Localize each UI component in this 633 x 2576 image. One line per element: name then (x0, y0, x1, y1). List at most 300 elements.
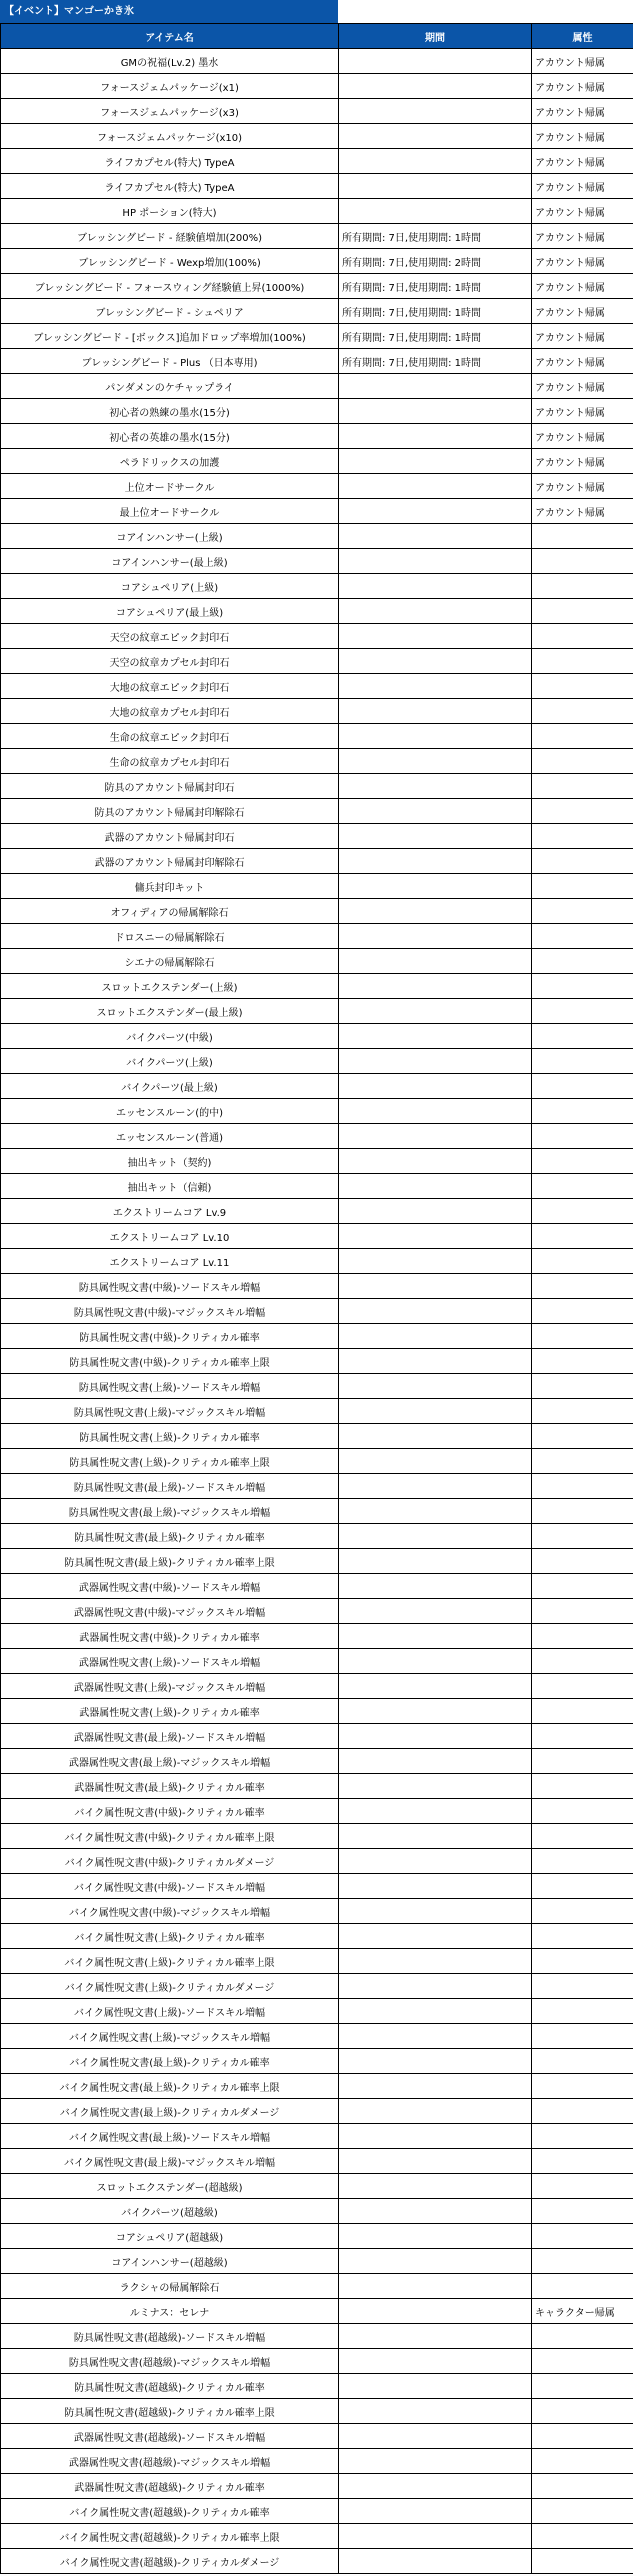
table-row (1, 1249, 633, 1274)
item-name-cell: ブレッシングビード - [ボックス]追加ドロップ率増加(100%) (1, 324, 339, 349)
item-name-cell: エクストリームコア Lv.11 (1, 1249, 339, 1274)
table-row (1, 2149, 633, 2174)
period-cell (339, 1224, 532, 1249)
table-row (1, 774, 633, 799)
period-cell (339, 199, 532, 224)
period-cell (339, 2199, 532, 2224)
attribute-cell (532, 2449, 633, 2474)
item-name-cell: バイク属性呪文書(最上級)-クリティカル確率 (1, 2049, 339, 2074)
attribute-cell (532, 1474, 633, 1499)
item-name-cell: 初心者の英雄の墨水(15分) (1, 424, 339, 449)
attribute-cell (532, 699, 633, 724)
period-cell: 所有期間: 7日,使用期間: 1時間 (339, 324, 532, 349)
item-name-cell: 防具属性呪文書(上級)-クリティカル確率 (1, 1424, 339, 1449)
attribute-cell (532, 999, 633, 1024)
item-name-cell: フォースジェムパッケージ(x10) (1, 124, 339, 149)
period-cell (339, 2149, 532, 2174)
attribute-cell (532, 524, 633, 549)
item-name-cell: GMの祝福(Lv.2) 墨水 (1, 49, 339, 74)
period-cell (339, 1049, 532, 1074)
attribute-cell (532, 1174, 633, 1199)
table-row (1, 824, 633, 849)
table-row (1, 1499, 633, 1524)
period-cell (339, 399, 532, 424)
period-cell (339, 1299, 532, 1324)
item-name-cell: 防具属性呪文書(最上級)-ソードスキル増幅 (1, 1474, 339, 1499)
attribute-cell (532, 1549, 633, 1574)
item-name-cell: ブレッシングビード - Plus （日本専用) (1, 349, 339, 374)
attribute-cell (532, 1649, 633, 1674)
period-cell (339, 974, 532, 999)
item-name-cell: バイクパーツ(上級) (1, 1049, 339, 1074)
period-cell (339, 1774, 532, 1799)
table-row (1, 849, 633, 874)
attribute-cell (532, 1924, 633, 1949)
table-row (1, 1749, 633, 1774)
table-row (1, 1349, 633, 1374)
attribute-cell (532, 849, 633, 874)
attribute-cell (532, 949, 633, 974)
period-cell (339, 549, 532, 574)
period-cell (339, 424, 532, 449)
attribute-cell (532, 874, 633, 899)
table-row (1, 1974, 633, 1999)
attribute-cell (532, 1024, 633, 1049)
table-row (1, 1399, 633, 1424)
table-row (1, 1199, 633, 1224)
period-cell (339, 1249, 532, 1274)
attribute-cell: アカウント帰属 (532, 474, 633, 499)
attribute-cell (532, 1424, 633, 1449)
attribute-cell: アカウント帰属 (532, 174, 633, 199)
attribute-cell (532, 1799, 633, 1824)
item-name-cell: バイク属性呪文書(上級)-クリティカルダメージ (1, 1974, 339, 1999)
item-name-cell: エクストリームコア Lv.10 (1, 1224, 339, 1249)
attribute-cell: アカウント帰属 (532, 349, 633, 374)
item-name-cell: 武器属性呪文書(中級)-ソードスキル増幅 (1, 1574, 339, 1599)
period-cell (339, 1124, 532, 1149)
table-row (1, 424, 633, 449)
attribute-cell (532, 2499, 633, 2524)
item-name-cell: 防具属性呪文書(中級)-クリティカル確率上限 (1, 1349, 339, 1374)
table-row (1, 149, 633, 174)
table-row (1, 749, 633, 774)
attribute-cell (532, 549, 633, 574)
attribute-cell: アカウント帰属 (532, 399, 633, 424)
item-name-cell: コアシュペリア(最上級) (1, 599, 339, 624)
attribute-cell (532, 1224, 633, 1249)
period-cell (339, 1149, 532, 1174)
period-cell: 所有期間: 7日,使用期間: 1時間 (339, 299, 532, 324)
attribute-cell: アカウント帰属 (532, 124, 633, 149)
period-cell (339, 1024, 532, 1049)
item-name-cell: 抽出キット（契約) (1, 1149, 339, 1174)
item-name-cell: フォースジェムパッケージ(x1) (1, 74, 339, 99)
table-row (1, 2324, 633, 2349)
period-cell (339, 749, 532, 774)
attribute-cell (532, 2149, 633, 2174)
table-row (1, 74, 633, 99)
attribute-cell (532, 2074, 633, 2099)
item-name-cell: バイク属性呪文書(超越級)-クリティカル確率 (1, 2499, 339, 2524)
item-name-cell: 抽出キット（信頼) (1, 1174, 339, 1199)
attribute-cell: アカウント帰属 (532, 249, 633, 274)
period-cell (339, 449, 532, 474)
period-cell (339, 1399, 532, 1424)
table-row (1, 1024, 633, 1049)
period-cell: 所有期間: 7日,使用期間: 1時間 (339, 349, 532, 374)
item-name-cell: バイク属性呪文書(中級)-クリティカル確率上限 (1, 1824, 339, 1849)
table-row (1, 1874, 633, 1899)
attribute-cell (532, 2199, 633, 2224)
item-name-cell: 最上位オードサークル (1, 499, 339, 524)
table-row (1, 2449, 633, 2474)
table-row (1, 799, 633, 824)
table-row (1, 1274, 633, 1299)
item-name-cell: 防具属性呪文書(最上級)-クリティカル確率上限 (1, 1549, 339, 1574)
item-name-cell: 武器属性呪文書(上級)-マジックスキル増幅 (1, 1674, 339, 1699)
table-row (1, 549, 633, 574)
attribute-cell (532, 1674, 633, 1699)
table-row (1, 899, 633, 924)
table-row (1, 349, 633, 374)
attribute-cell (532, 1949, 633, 1974)
attribute-cell (532, 799, 633, 824)
period-cell (339, 2374, 532, 2399)
period-cell (339, 1424, 532, 1449)
period-cell (339, 849, 532, 874)
table-row (1, 1324, 633, 1349)
table-row (1, 924, 633, 949)
attribute-cell (532, 2374, 633, 2399)
period-cell (339, 699, 532, 724)
item-name-cell: 大地の紋章カプセル封印石 (1, 699, 339, 724)
item-name-cell: 生命の紋章エピック封印石 (1, 724, 339, 749)
item-name-cell: 武器属性呪文書(中級)-クリティカル確率 (1, 1624, 339, 1649)
attribute-cell: アカウント帰属 (532, 74, 633, 99)
table-row (1, 2024, 633, 2049)
table-row (1, 949, 633, 974)
table-row (1, 1924, 633, 1949)
attribute-cell (532, 974, 633, 999)
attribute-cell: アカウント帰属 (532, 199, 633, 224)
table-row (1, 1799, 633, 1824)
item-name-cell: 武器属性呪文書(最上級)-マジックスキル増幅 (1, 1749, 339, 1774)
item-name-cell: シエナの帰属解除石 (1, 949, 339, 974)
attribute-cell (532, 1899, 633, 1924)
item-name-cell: コアインハンサー(最上級) (1, 549, 339, 574)
period-cell (339, 2549, 532, 2574)
period-cell (339, 674, 532, 699)
item-name-cell: バイク属性呪文書(中級)-クリティカル確率 (1, 1799, 339, 1824)
period-cell (339, 1274, 532, 1299)
period-cell (339, 774, 532, 799)
item-name-cell: エクストリームコア Lv.9 (1, 1199, 339, 1224)
table-row (1, 1724, 633, 1749)
item-name-cell: 武器のアカウント帰属封印石 (1, 824, 339, 849)
table-row (1, 2274, 633, 2299)
period-cell (339, 924, 532, 949)
table-row (1, 1599, 633, 1624)
period-cell (339, 1924, 532, 1949)
attribute-cell (532, 1724, 633, 1749)
table-row (1, 2074, 633, 2099)
table-row (1, 499, 633, 524)
item-name-cell: バイク属性呪文書(最上級)-ソードスキル増幅 (1, 2124, 339, 2149)
table-row (1, 874, 633, 899)
item-name-cell: 武器属性呪文書(最上級)-ソードスキル増幅 (1, 1724, 339, 1749)
table-row (1, 274, 633, 299)
item-name-cell: バイク属性呪文書(上級)-マジックスキル増幅 (1, 2024, 339, 2049)
period-cell (339, 824, 532, 849)
item-name-cell: バイク属性呪文書(最上級)-マジックスキル増幅 (1, 2149, 339, 2174)
item-name-cell: 防具のアカウント帰属封印石 (1, 774, 339, 799)
table-row (1, 474, 633, 499)
period-cell (339, 1799, 532, 1824)
attribute-cell (532, 2549, 633, 2574)
period-cell (339, 1074, 532, 1099)
period-cell (339, 899, 532, 924)
table-row (1, 974, 633, 999)
item-name-cell: 防具属性呪文書(中級)-クリティカル確率 (1, 1324, 339, 1349)
period-cell (339, 2399, 532, 2424)
table-row (1, 2249, 633, 2274)
period-cell (339, 1574, 532, 1599)
item-name-cell: バイク属性呪文書(最上級)-クリティカル確率上限 (1, 2074, 339, 2099)
period-cell (339, 949, 532, 974)
attribute-cell (532, 1774, 633, 1799)
attribute-cell (532, 1874, 633, 1899)
attribute-cell (532, 2474, 633, 2499)
period-cell (339, 1974, 532, 1999)
period-cell (339, 1549, 532, 1574)
attribute-cell (532, 1749, 633, 1774)
table-row (1, 174, 633, 199)
attribute-cell (532, 674, 633, 699)
attribute-cell (532, 1449, 633, 1474)
period-cell (339, 2474, 532, 2499)
period-cell (339, 2274, 532, 2299)
attribute-cell (532, 1699, 633, 1724)
period-cell (339, 624, 532, 649)
table-row (1, 599, 633, 624)
attribute-cell: アカウント帰属 (532, 274, 633, 299)
period-cell (339, 99, 532, 124)
attribute-cell (532, 624, 633, 649)
period-cell (339, 1874, 532, 1899)
attribute-cell (532, 1099, 633, 1124)
item-name-cell: スロットエクステンダー(上級) (1, 974, 339, 999)
table-row (1, 399, 633, 424)
item-name-cell: スロットエクステンダー(超越級) (1, 2174, 339, 2199)
period-cell (339, 1899, 532, 1924)
table-row (1, 1224, 633, 1249)
period-cell (339, 1724, 532, 1749)
attribute-cell (532, 2224, 633, 2249)
attribute-cell: アカウント帰属 (532, 49, 633, 74)
period-cell (339, 1199, 532, 1224)
item-name-cell: バイク属性呪文書(最上級)-クリティカルダメージ (1, 2099, 339, 2124)
table-row (1, 1049, 633, 1074)
item-name-cell: コアインハンサー(超越級) (1, 2249, 339, 2274)
attribute-cell: アカウント帰属 (532, 424, 633, 449)
item-name-cell: 防具属性呪文書(中級)-ソードスキル増幅 (1, 1274, 339, 1299)
period-cell (339, 474, 532, 499)
attribute-cell (532, 1374, 633, 1399)
attribute-cell (532, 2249, 633, 2274)
period-cell (339, 2424, 532, 2449)
table-row (1, 2099, 633, 2124)
attribute-cell (532, 2424, 633, 2449)
attribute-cell (532, 2324, 633, 2349)
period-cell (339, 124, 532, 149)
period-cell (339, 1649, 532, 1674)
item-name-cell: ブレッシングビード - シュペリア (1, 299, 339, 324)
table-row (1, 99, 633, 124)
event-title: 【イベント】マンゴーかき氷 (0, 0, 338, 23)
period-cell (339, 1949, 532, 1974)
period-cell (339, 1699, 532, 1724)
item-name-cell: 武器のアカウント帰属封印解除石 (1, 849, 339, 874)
table-row (1, 1099, 633, 1124)
period-cell (339, 2124, 532, 2149)
period-cell: 所有期間: 7日,使用期間: 2時間 (339, 249, 532, 274)
period-cell (339, 1449, 532, 1474)
item-name-cell: バイク属性呪文書(超越級)-クリティカルダメージ (1, 2549, 339, 2574)
item-name-cell: 防具属性呪文書(上級)-ソードスキル増幅 (1, 1374, 339, 1399)
table-row (1, 1124, 633, 1149)
table-header-row (1, 24, 633, 49)
period-cell (339, 1599, 532, 1624)
item-name-cell: 大地の紋章エピック封印石 (1, 674, 339, 699)
item-name-cell: 生命の紋章カプセル封印石 (1, 749, 339, 774)
item-name-cell: コアシュペリア(上級) (1, 574, 339, 599)
item-name-cell: 武器属性呪文書(超越級)-ソードスキル増幅 (1, 2424, 339, 2449)
period-cell (339, 1624, 532, 1649)
table-row (1, 624, 633, 649)
period-cell (339, 874, 532, 899)
period-cell (339, 2324, 532, 2349)
attribute-cell (532, 2024, 633, 2049)
period-cell (339, 2349, 532, 2374)
period-cell (339, 1674, 532, 1699)
period-cell (339, 2174, 532, 2199)
attribute-cell (532, 1974, 633, 1999)
item-name-cell: オフィディアの帰属解除石 (1, 899, 339, 924)
period-cell (339, 574, 532, 599)
table-row (1, 1824, 633, 1849)
period-cell (339, 49, 532, 74)
item-name-cell: 防具属性呪文書(上級)-マジックスキル増幅 (1, 1399, 339, 1424)
table-row (1, 674, 633, 699)
table-row (1, 1674, 633, 1699)
attribute-cell (532, 924, 633, 949)
attribute-cell (532, 1049, 633, 1074)
item-name-cell: 防具のアカウント帰属封印解除石 (1, 799, 339, 824)
table-row (1, 1999, 633, 2024)
table-row (1, 374, 633, 399)
table-row (1, 999, 633, 1024)
item-name-cell: 武器属性呪文書(中級)-マジックスキル増幅 (1, 1599, 339, 1624)
table-row (1, 2199, 633, 2224)
period-cell (339, 1174, 532, 1199)
period-cell (339, 1474, 532, 1499)
attribute-cell: アカウント帰属 (532, 224, 633, 249)
period-cell (339, 1099, 532, 1124)
item-name-cell: ブレッシングビード - 経験値増加(200%) (1, 224, 339, 249)
attribute-cell (532, 2399, 633, 2424)
table-row (1, 2349, 633, 2374)
table-row (1, 324, 633, 349)
item-name-cell: バイク属性呪文書(中級)-クリティカルダメージ (1, 1849, 339, 1874)
table-row (1, 1949, 633, 1974)
item-name-cell: 傭兵封印キット (1, 874, 339, 899)
table-row (1, 1699, 633, 1724)
attribute-cell: キャラクター帰属 (532, 2299, 633, 2324)
attribute-cell (532, 599, 633, 624)
item-name-cell: 防具属性呪文書(超越級)-マジックスキル増幅 (1, 2349, 339, 2374)
table-row (1, 1424, 633, 1449)
table-row (1, 1374, 633, 1399)
table-row (1, 249, 633, 274)
item-name-cell: バイク属性呪文書(上級)-ソードスキル増幅 (1, 1999, 339, 2024)
table-row (1, 2299, 633, 2324)
period-cell (339, 1499, 532, 1524)
period-cell (339, 1324, 532, 1349)
attribute-cell (532, 749, 633, 774)
table-row (1, 2049, 633, 2074)
period-cell (339, 2224, 532, 2249)
item-name-cell: ブレッシングビード - フォースウィング経験値上昇(1000%) (1, 274, 339, 299)
attribute-cell (532, 2274, 633, 2299)
item-name-cell: 防具属性呪文書(超越級)-クリティカル確率 (1, 2374, 339, 2399)
item-name-cell: 上位オードサークル (1, 474, 339, 499)
item-name-cell: バイク属性呪文書(上級)-クリティカル確率 (1, 1924, 339, 1949)
table-row (1, 724, 633, 749)
item-name-cell: コアシュペリア(超越級) (1, 2224, 339, 2249)
item-name-cell: エッセンスルーン(的中) (1, 1099, 339, 1124)
period-cell (339, 1349, 532, 1374)
period-cell (339, 74, 532, 99)
table-row (1, 2499, 633, 2524)
attribute-cell (532, 1324, 633, 1349)
table-row (1, 1649, 633, 1674)
period-cell (339, 499, 532, 524)
column-header-attribute: 属性 (532, 24, 633, 49)
item-name-cell: フォースジェムパッケージ(x3) (1, 99, 339, 124)
period-cell (339, 174, 532, 199)
period-cell (339, 1524, 532, 1549)
period-cell (339, 374, 532, 399)
item-name-cell: バイクパーツ(超越級) (1, 2199, 339, 2224)
item-name-cell: ラクシャの帰属解除石 (1, 2274, 339, 2299)
attribute-cell: アカウント帰属 (532, 299, 633, 324)
attribute-cell (532, 2049, 633, 2074)
item-name-cell: スロットエクステンダー(最上級) (1, 999, 339, 1024)
table-row (1, 199, 633, 224)
item-name-cell: 防具属性呪文書(超越級)-ソードスキル増幅 (1, 2324, 339, 2349)
table-row (1, 524, 633, 549)
item-name-cell: ルミナス：セレナ (1, 2299, 339, 2324)
attribute-cell (532, 899, 633, 924)
attribute-cell (532, 1124, 633, 1149)
attribute-cell (532, 1499, 633, 1524)
period-cell (339, 524, 532, 549)
item-name-cell: バイク属性呪文書(超越級)-クリティカル確率上限 (1, 2524, 339, 2549)
period-cell: 所有期間: 7日,使用期間: 1時間 (339, 224, 532, 249)
period-cell (339, 724, 532, 749)
item-name-cell: 防具属性呪文書(最上級)-マジックスキル増幅 (1, 1499, 339, 1524)
